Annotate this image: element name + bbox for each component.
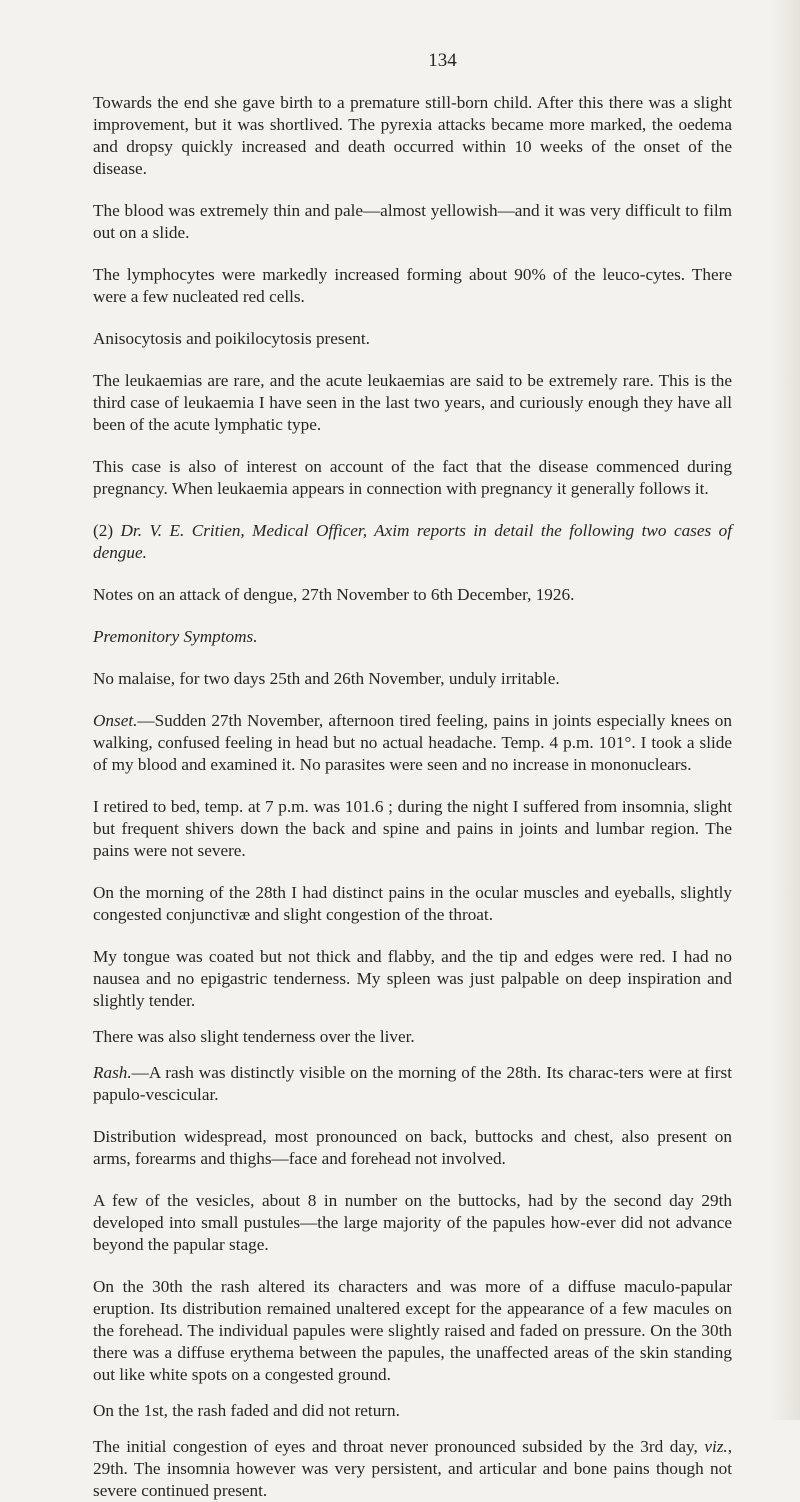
paragraph: There was also slight tenderness over the liver. (93, 1027, 415, 1046)
paragraph: My tongue was coated but not thick and flabby, and the tip and edges were red. I had no nausea and no epigastric tenderness. My spleen was just palpable on deep inspiration and slightly tender. (93, 947, 732, 1010)
paragraph: The lymphocytes were markedly increased forming about 90% of the leuco-cytes. There were a few nucleated red cells. (93, 265, 732, 306)
paragraph: Notes on an attack of dengue, 27th November to 6th December, 1926. (93, 585, 575, 604)
report-heading: Dr. V. E. Critien, Medical Officer, Axim reports in detail the following two cases of dengue. (93, 521, 732, 562)
paragraph: A few of the vesicles, about 8 in number on the buttocks, had by the second day 29th developed into small pustules—the large majority of the papules how-ever did not advance beyond the papular stage. (93, 1191, 732, 1254)
paragraph: On the 1st, the rash faded and did not return. (93, 1401, 400, 1420)
paragraph: Onset.—Sudden 27th November, afternoon tired feeling, pains in joints especially knees on walking, confused feeling in head but no actual headache. Temp. 4 p.m. 101°. I took a slide of my blood and examined it. No parasites were seen and no increase in mononuclears. (93, 711, 732, 774)
item-number: (2) (93, 521, 121, 540)
page-edge-shadow (770, 0, 800, 1420)
paragraph: Towards the end she gave birth to a premature still-born child. After this there was a slight improvement, but it was shortlived. The pyrexia attacks became more marked, the oedema and dropsy quickly increased and death occurred within 10 weeks of the onset of the disease. (93, 93, 732, 178)
paragraph: This case is also of interest on account of the fact that the disease commenced during pregnancy. When leukaemia appears in connection with pregnancy it generally follows it. (93, 457, 732, 498)
run-in-heading: Onset. (93, 711, 138, 730)
paragraph: Rash.—A rash was distinctly visible on the morning of the 28th. Its charac-ters were at first papulo-vescicular. (93, 1063, 732, 1104)
paragraph: Anisocytosis and poikilocytosis present. (93, 329, 370, 348)
paragraph: The leukaemias are rare, and the acute leukaemias are said to be extremely rare. This is the third case of leukaemia I have seen in the last two years, and curiously enough they have all been of the acute lymphatic type. (93, 371, 732, 434)
run-in-heading: Rash. (93, 1063, 132, 1082)
paragraph: The initial congestion of eyes and throat never pronounced subsided by the 3rd day, viz., 29th. The insomnia however was very persistent, and articular and bone pains though not severe continued present. (93, 1437, 732, 1500)
paragraph: No malaise, for two days 25th and 26th November, unduly irritable. (93, 669, 560, 688)
paragraph: I retired to bed, temp. at 7 p.m. was 101.6 ; during the night I suffered from insomnia, slight but frequent shivers down the back and spine and pains in joints and lumbar region. The pains were not severe. (93, 797, 732, 860)
paragraph (93, 520, 732, 564)
section-heading: Premonitory Symptoms. (93, 627, 258, 646)
paragraph: The blood was extremely thin and pale—almost yellowish—and it was very difficult to film out on a slide. (93, 201, 732, 242)
page-number: 134 (428, 50, 457, 71)
paragraph: Distribution widespread, most pronounced on back, buttocks and chest, also present on arms, forearms and thighs—face and forehead not involved. (93, 1127, 732, 1168)
paragraph: On the 30th the rash altered its characters and was more of a diffuse maculo-papular eruption. Its distribution remained unaltered except for the appearance of a few macules on the forehead. The individual papules were slightly raised and faded on pressure. On the 30th there was a diffuse erythema between the papules, the unaffected areas of the skin standing out like white spots on a congested ground. (93, 1277, 732, 1384)
paragraph: On the morning of the 28th I had distinct pains in the ocular muscles and eyeballs, slightly congested conjunctivæ and slight congestion of the throat. (93, 883, 732, 924)
